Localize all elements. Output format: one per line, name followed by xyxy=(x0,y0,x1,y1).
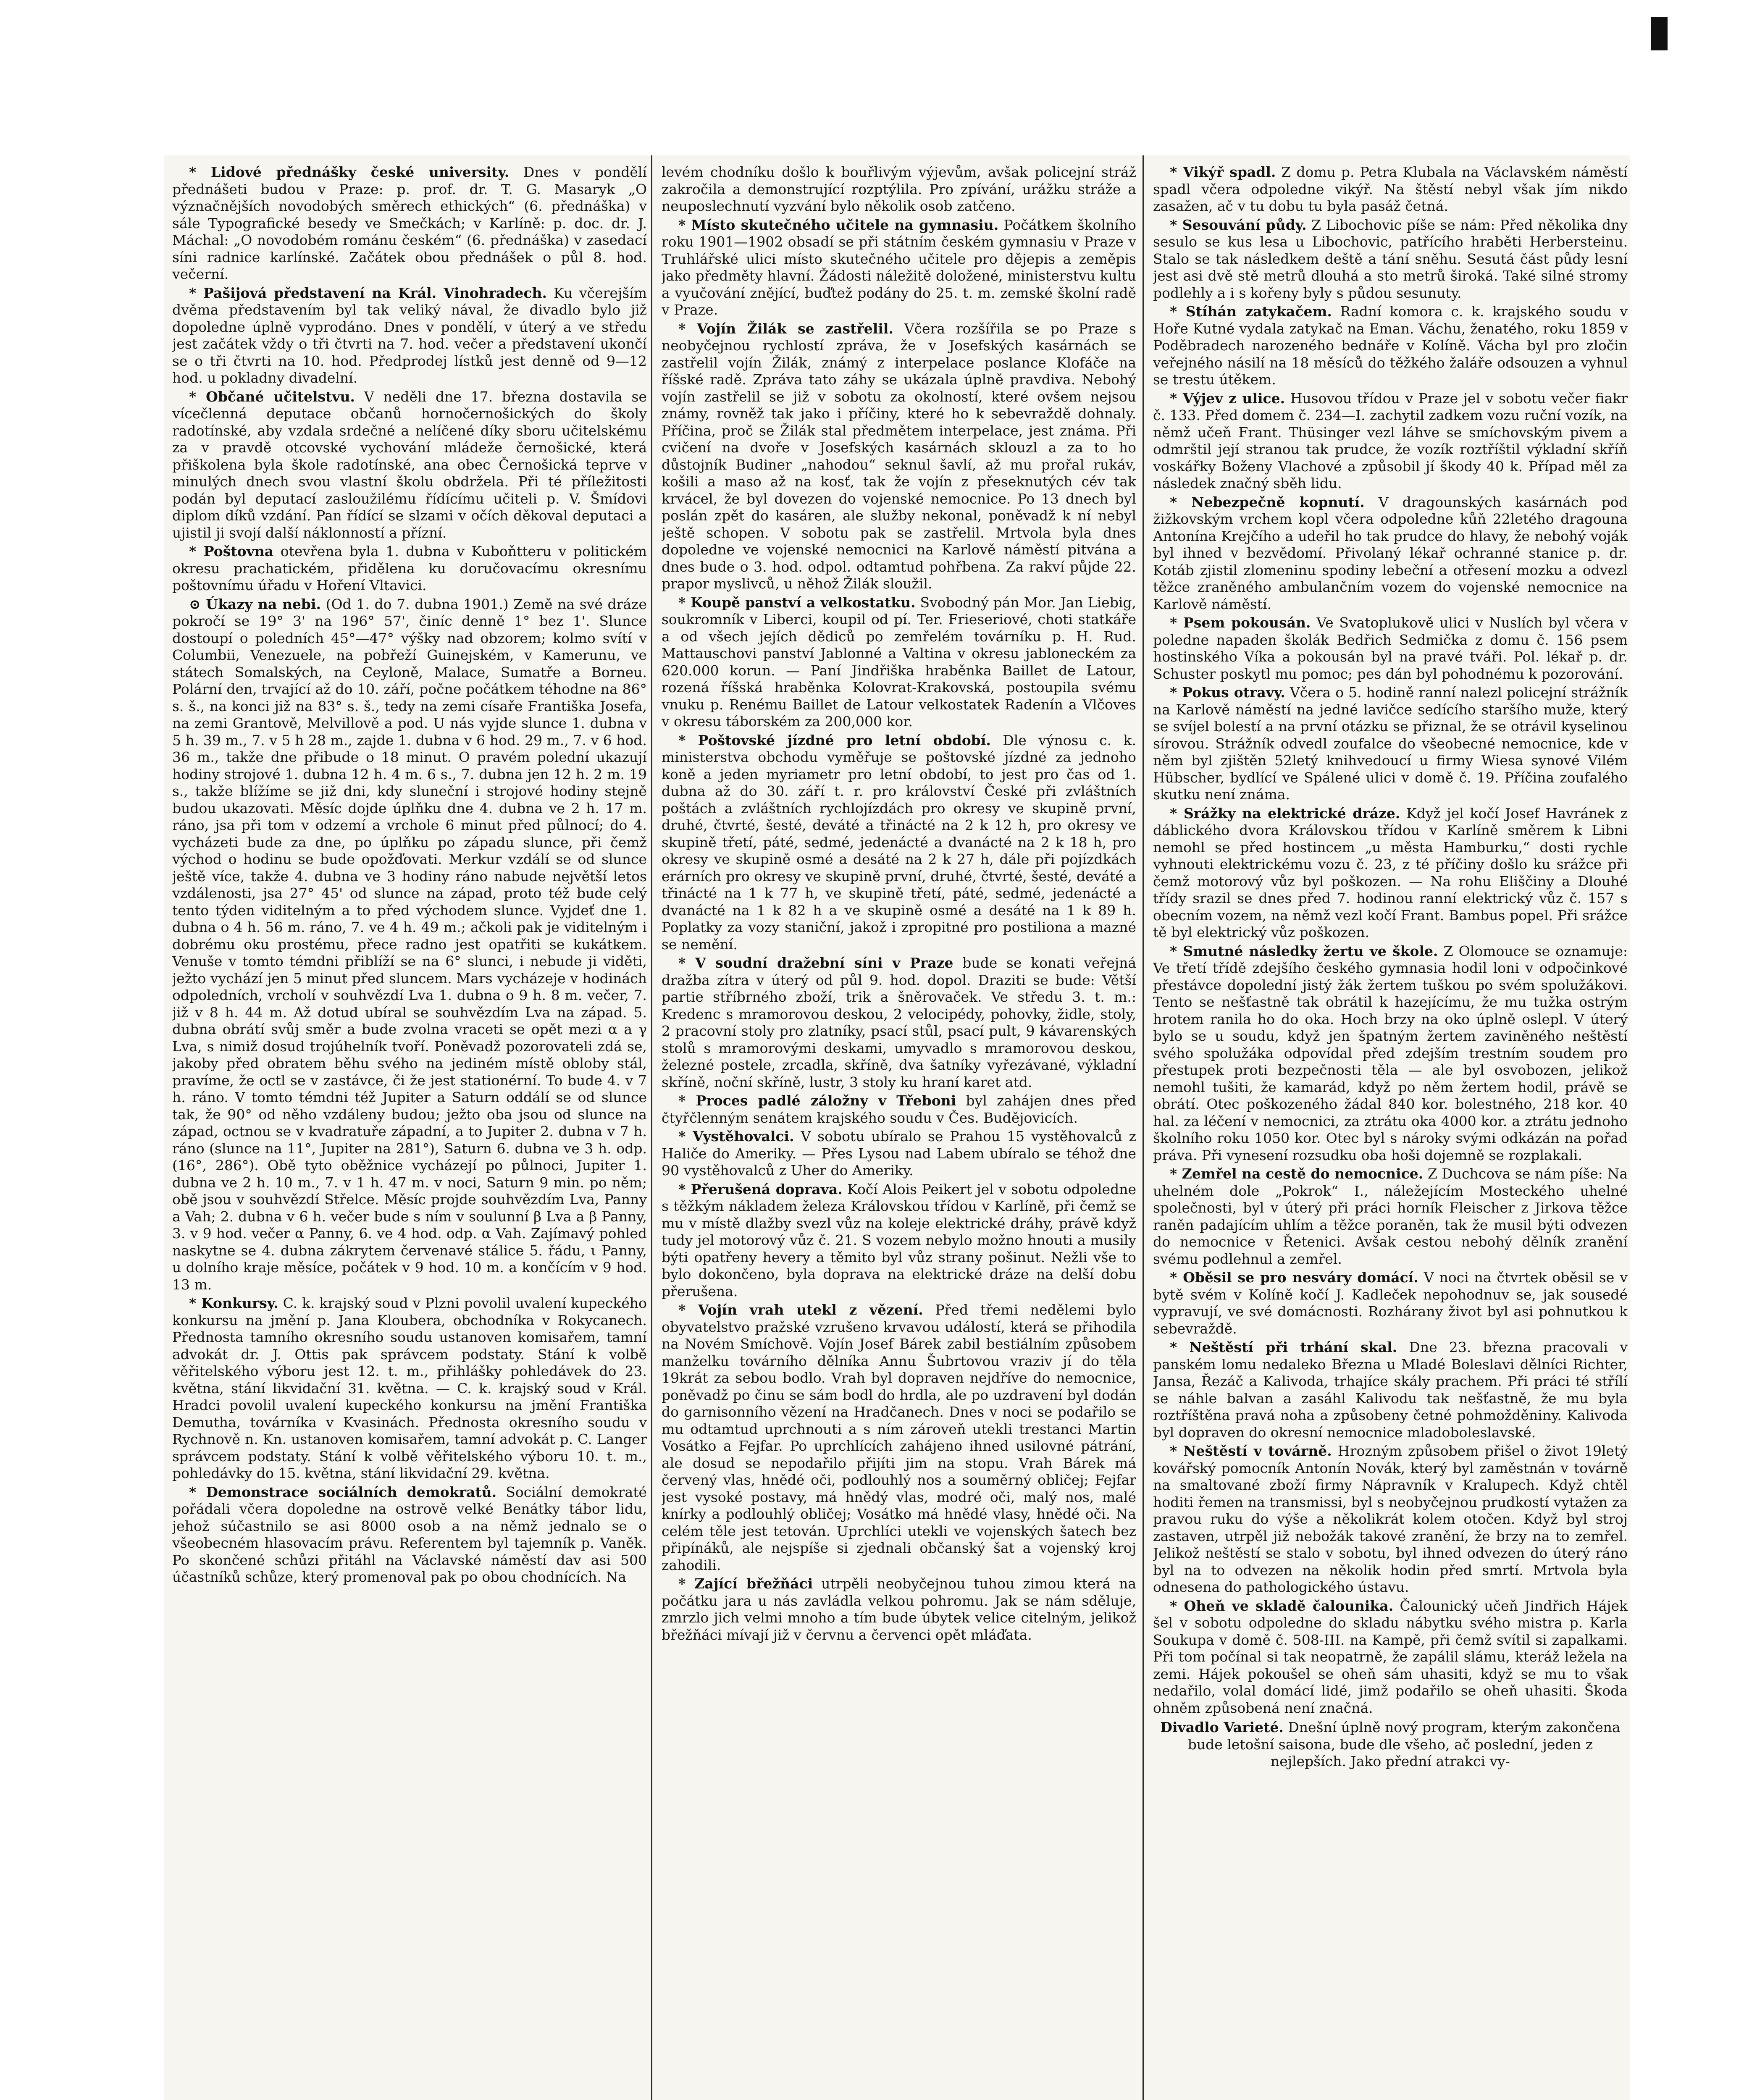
article-body: Radní komora c. k. krajského soudu v Hoře Kutné vydala zatykač na Eman. Váchu, ženatého, roku 1859 v Poděbradech narozeného bednáře v Kolíně. Vácha byl pro zločin veřejného násilí na 18 měsíců do těžkého žaláře odsouzen a vyhnul se trestu útěkem. xyxy=(1153,303,1628,388)
article-right-14 xyxy=(1153,1719,1628,1770)
article-left-5 xyxy=(172,1295,647,1482)
article-heading: * Stíhán zatykačem. xyxy=(1170,303,1332,320)
article-heading: * Poštovna xyxy=(189,543,274,559)
article-heading: * Poštovské jízdné pro letní období. xyxy=(678,732,991,748)
newspaper-page xyxy=(164,155,1630,2100)
article-heading: * Vojín Žilák se zastřelil. xyxy=(678,320,893,337)
article-body: C. k. krajský soud v Plzni povolil uvalení kupeckého konkursu na jmění p. Jana Kloubera, obchodníka v Rokycanech. Přednosta tamního okresního soudu ustanoven komisařem, tamní advokát dr. J. Ottis pak správcem podstaty. Stání k volbě věřitelského výboru jest 12. t. m., přihlášky pohledávek do 23. května, stání likvidační 31. května. — C. k. krajský soud v Král. Hradci povolil uvalení kupeckého konkursu na jmění Františka Demutha, továrníka v Kvasinách. Přednosta okresního soudu v Rychnově n. Kn. ustanoven komisařem, tamní advokát p. C. Langer správcem podstaty. Stání k volbě věřitelského výboru 10. t. m., pohledávky do 15. května, stání likvidační 29. května. xyxy=(172,1295,647,1481)
article-heading: * Demonstrace sociálních demokratů. xyxy=(189,1483,497,1500)
article-middle-7 xyxy=(662,1128,1136,1179)
article-middle-8 xyxy=(662,1181,1136,1300)
article-right-8 xyxy=(1153,943,1628,1164)
article-body: Sociální demokraté pořádali včera dopoledne na ostrově velké Benátky tábor lidu, jehož súčastnilo se asi 8000 osob a na němž jednalo se o všeobecném hlasovacím právu. Referentem byl tajemník p. Vaněk. Po skončené schůzi přitáhl na Václavské náměstí dav asi 500 účastníků schůze, který promenoval pak po obou chodnících. Na xyxy=(172,1483,647,1585)
article-body: otevřena byla 1. dubna v Kuboňtteru v politickém okresu prachatickém, přidělena ku doručovacímu okresnímu poštovnímu úřadu v Hoření Vltavici. xyxy=(172,543,647,593)
article-body: byl zahájen dnes před čtyřčlenným senátem krajského soudu v Čes. Budějovicích. xyxy=(662,1092,1136,1126)
article-right-5 xyxy=(1153,614,1628,682)
article-right-13 xyxy=(1153,1598,1628,1717)
article-middle-3 xyxy=(662,594,1136,730)
article-body: V noci na čtvrtek oběsil se v bytě svém v Kolíně kočí J. Kadleček nepohodnuv se, jak sousedé vypravují, ve své domácnosti. Rozhárany život byl asi pohnutkou k sebevraždě. xyxy=(1153,1269,1628,1337)
article-body: Hrozným způsobem přišel o život 19letý kovářský pomocník Antonín Novák, který byl zaměstnán v továrně na smaltované zboží firmy Nápravník v Kralupech. Když chtěl hoditi řemen na transmissi, byl s neobyčejnou prudkostí vytažen za pravou ruku do výše a několikrát kolem otočen. Když byl stroj zastaven, utrpěl již nebožák takové zranění, že brzy na to zemřel. Jelikož neštěstí se stalo v sobotu, byl ihned odvezen do úterý ráno byl na to odvezen na několik hodin před smrtí. Mrtvola byla odnesena do pathologického ústavu. xyxy=(1153,1443,1628,1595)
article-heading: * Místo skutečného učitele na gymnasiu. xyxy=(678,216,999,233)
article-body: Počátkem školního roku 1901—1902 obsadí se při státním českém gymnasiu v Praze v Truhlářské ulici místo skutečného učitele pro dějepis a zeměpis jako předměty hlavní. Žádosti náležitě doložené, ministerstvu kultu a vyučování znějící, buďtež podány do 25. t. m. zemské školní radě v Praze. xyxy=(662,216,1136,318)
article-right-2 xyxy=(1153,303,1628,388)
article-heading: * Sesouvání půdy. xyxy=(1170,216,1307,233)
article-right-10 xyxy=(1153,1269,1628,1337)
article-middle-6 xyxy=(662,1092,1136,1126)
article-body: Včera rozšířila se po Praze s neobyčejnou rychlostí zpráva, že v Josefských kasárnách se zastřelil vojín Žilák, známý z interpelace poslance Klofáče na říšské radě. Zpráva tato záhy se ukázala úplně pravdiva. Nebohý vojín zastřelil se již v sobotu za okolností, které ovšem nejsou známy, rovněž tak jako i příčiny, které ho k sebevraždě dohnaly. Příčina, proč se Žilák stal předmětem interpelace, jest známa. Při cvičení na dvoře v Josefských kasárnách sklouzl a za to ho důstojník Budiner „nahodou“ seknul šavlí, až mu prořal rukáv, košili a maso až na kosť, tak že vojín z přeseknutých cév tak krvácel, že byl dovezen do vojenské nemocnice. Po 13 dnech byl poslán zpět do kasáren, ale služby nekonal, poněvadž k ní nebyl ještě schopen. V sobotu pak se zastřelil. Mrtvola byla dnes dopoledne ve vojenské nemocnici na Karlově náměstí pitvána a dnes bude o 3. hod. odpol. odtamtud pohřbena. Za rakví půjde 22. prapor myslivců, u něhož Žilák sloužil. xyxy=(662,320,1136,592)
article-middle-9 xyxy=(662,1302,1136,1574)
article-body: Když jel kočí Josef Havránek z dáblického dvora Královskou třídou v Karlíně směrem k Libni nemohl se před hostincem „u města Hamburku,“ dosti rychle vyhnouti elektrickému vozu č. 23, z té příčiny došlo ku srážce při čemž motorový vůz byl poškozen. — Na rohu Eliščiny a Dlouhé třídy srazil se dnes před 7. hodinou ranní elektrický vůz č. 157 s obecním vozem, na němž vezl kočí Frant. Bambus popel. Při srážce tě byl elektrický vůz poškozen. xyxy=(1153,805,1628,940)
article-heading: * Vojín vrah utekl z vězení. xyxy=(678,1302,923,1318)
article-middle-0 xyxy=(662,164,1136,215)
article-heading: ⊙ Úkazy na nebi. xyxy=(189,596,321,612)
article-middle-2 xyxy=(662,320,1136,593)
article-body: V neděli dne 17. března dostavila se vícečlenná deputace občanů hornočernošických do školy radotínské, aby vzdala srdečné a nelíčené díky sboru učitelskému za v pravdě otcovské vychování mládeže černošické, která přiškolena byla škole radotínské, ana obec Černošická teprve v minulých dnech svou vlastní školu obdržela. Při té příležitosti podán byl deputací zasloužilému řídícímu učiteli p. V. Šmídovi diplom díků vzdání. Pan řídící se slzami v očích děkoval deputaci a ujistil ji svojí další náklonností a přízní. xyxy=(172,388,647,541)
article-body: Před třemi nedělemi bylo obyvatelstvo pražské vzrušeno krvavou událostí, která se přihodila na Novém Smíchově. Vojín Josef Bárek zabil bestiálním způsobem manželku továrního dělníka Annu Šubrtovou vraziv jí do těla 19krát za sebou bodlo. Vrah byl dopraven nejdříve do nemocnice, poněvadž po činu se sám bodl do hrdla, ale po uzdravení byl dodán do garnisonního vězení na Hradčanech. Dnes v noci se podařilo se mu odtamtud uprchnouti a s ním zároveň utekli trestanci Martin Vosátko a Fejfar. Po uprchlících zahájeno ihned usilovné pátrání, ale dosud se nepodařilo přijíti jim na stopu. Vrah Bárek má červený vlas, hnědé oči, podlouhlý nos a souměrný obličej; Fejfar jest vysoké postavy, má hnědý vlas, modré oči, malý nos, malé knírky a podlouhlý obličej; Vosátko má hnědé vlasy, hnědé oči. Na celém těle jest tetován. Uprchlíci utekli ve vojenských šatech bez připínáků, ale nejspíše si zjednali občanský šat a vojenský kroj zahodili. xyxy=(662,1302,1136,1573)
article-middle-5 xyxy=(662,955,1136,1091)
column-rule-left xyxy=(651,155,652,2100)
article-right-3 xyxy=(1153,390,1628,492)
article-body: V sobotu ubíralo se Prahou 15 vystěhovalců z Haliče do Ameriky. — Přes Lysou nad Labem ubíralo se téhož dne 90 vystěhovalců z Uher do Ameriky. xyxy=(662,1128,1136,1179)
article-middle-1 xyxy=(662,217,1136,319)
article-heading: Divadlo Varieté. xyxy=(1160,1719,1284,1735)
article-heading: * Srážky na elektrické dráze. xyxy=(1170,805,1400,822)
article-left-4 xyxy=(172,596,647,1294)
article-left-2 xyxy=(172,388,647,542)
article-left-1 xyxy=(172,285,647,387)
article-body: utrpěli neobyčejnou tuhou zimou která na počátku jara u nás zavládla velkou pohromu. Jak se nám sděluje, zmrzlo jich velmi mnoho a tím bude úbytek velice citelným, jelikož břežňáci mívají již v červnu a červenci opět mláďata. xyxy=(662,1575,1136,1643)
article-heading: * Přerušená doprava. xyxy=(678,1181,843,1197)
article-right-0 xyxy=(1153,164,1628,215)
article-heading: * Zemřel na cestě do nemocnice. xyxy=(1170,1166,1424,1182)
article-middle-4 xyxy=(662,732,1136,953)
article-body: Dnes v pondělí přednášeti budou v Praze: p. prof. dr. T. G. Masaryk „O význačnějších novodobých směrech ethických“ (6. přednáška) v sále Typografické besedy ve Smečkách; v Karlíně: p. doc. dr. J. Máchal: „O novodobém románu českém“ (6. přednáška) v zasedací síni radnice karlínské. Začátek obou přednášek o půl 8. hod. večerní. xyxy=(172,164,647,282)
article-body: Včera o 5. hodině ranní nalezl policejní strážník na Karlově náměstí na jedné lavičce sedícího staršího muže, který se svíjel bolestí a na první otázku se přiznal, že se otrávil kyselinou sírovou. Strážník odvedl zoufalce do všeobecné nemocnice, kde v něm byl zjištěn 52letý knihvedoucí u firmy Wiesa synové Vilém Hübscher, bydlící ve Spálené ulici v domě č. 19. Příčina zoufalého skutku není známa. xyxy=(1153,684,1628,803)
article-body: V dragounských kasárnách pod žižkovským vrchem kopl včera odpoledne kůň 22letého dragouna Antonína Krejčího a udeřil ho tak prudce do hlavy, že nebohý voják byl ihned v bezvědomí. Přivolaný lékař ochranné stanice p. dr. Kotáb zjistil zlomeninu spodiny lebeční a otřesení mozku a odvezl těžce zraněného ambulančním vozem do vojenské nemocnice na Karlově náměstí. xyxy=(1153,494,1628,612)
article-body: Svobodný pán Mor. Jan Liebig, soukromník v Liberci, koupil od pí. Ter. Frieseriové, choti statkáře a od všech jejích dědiců po zemřelém továrníku p. H. Rud. Mattauschovi panství Jablonné a Valtina v okresu jabloneckém za 620.000 korun. — Paní Jindřiška hraběnka Baillet de Latour, rozená říšská hraběnka Kolovrat-Krakovská, postoupila svému vnuku p. Renému Baillet de Latour velkostatek Radenín a Vlčoves v okresu táborském za 200,000 kor. xyxy=(662,594,1136,730)
column-rule-right xyxy=(1143,155,1144,2100)
column-left xyxy=(172,164,647,2100)
article-middle-10 xyxy=(662,1575,1136,1643)
article-body: Dnešní úplně nový program, kterým zakončena bude letošní saisona, bude dle všeho, ač poslední, jeden z nejlepších. Jako přední atrakci vy- xyxy=(1187,1719,1621,1769)
article-heading: * Vystěhovalci. xyxy=(678,1128,794,1144)
article-right-9 xyxy=(1153,1166,1628,1268)
article-heading: * Neštěstí v továrně. xyxy=(1170,1443,1332,1459)
article-body: Dne 23. března pracovali v panském lomu nedaleko Března u Mladé Boleslavi dělníci Richter, Jansa, Řezáč a Kalivoda, trhajíce skály prachem. Při práci té střílí se náhle balvan a zasáhl Kalivodu tak nešťastně, že mu byla roztříštěna pravá noha a způsobeny četné pohmožděniny. Kalivoda byl dopraven do okresní nemocnice mladoboleslavské. xyxy=(1153,1339,1628,1441)
article-body: Z Olomouce se oznamuje: Ve třetí třídě zdejšího českého gymnasia hodil loni v odpočinkové přestávce dopolední jistý žák žertem tuškou po svém spolužákovi. Tento se nešťastně tak obrátil k hazejícímu, že mu tužka ostrým hrotem ranila ho do oka. Hoch brzy na oko úplně oslepl. V úterý bylo se u soudu, když jen špatným žertem zaviněného neštěstí svého spolužáka odpovídal před zdejším trestním soudem pro přestupek proti bezpečnosti těla — ale byl osvobozen, jelikož nemohl tušiti, že kamarád, když po něm žertem hodil, právě se obrátí. Otec poškozeného žádal 840 kor. bolestného, 218 kor. 40 hal. za léčení v nemocnici, za ztrátu oka 4000 kor. a ztrátu jednoho školního roku 1050 kor. Otec byl s nároky svými odkázán na pořad práva. Při vynesení rozsudku oba hoši dojemně se rozplakali. xyxy=(1153,942,1628,1163)
article-right-6 xyxy=(1153,684,1628,803)
article-body: Ku včerejším dvěma představením byl tak veliký nával, že divadlo bylo již dopoledne úplně vyprodáno. Dnes v pondělí, v úterý a ve středu jest začátek vždy o tři čtvrti na 7. hod. večer a představení ukončí se o tři čtvrti na 10. hod. Předprodej lístků jest denně od 9—12 hod. u pokladny divadelní. xyxy=(172,284,647,386)
article-heading: * Vikýř spadl. xyxy=(1170,164,1276,180)
article-heading: * Nebezpečně kopnutí. xyxy=(1170,494,1365,510)
article-heading: * Oheň ve skladě čalounika. xyxy=(1170,1597,1394,1614)
article-heading: * Proces padlé záložny v Třeboni xyxy=(678,1092,956,1109)
article-body: Z Libochovic píše se nám: Před několika dny sesulo se kus lesa u Libochovic, patřícího hraběti Herbersteinu. Stalo se tak následkem deště a tání sněhu. Sesutá část půdy lesní jest asi dvě stě metrů dlouhá a sto metrů široká. Také silné stromy podlehly a i s kořeny byly s půdou sesunuty. xyxy=(1153,216,1628,301)
article-heading: * Lidové přednášky české university. xyxy=(189,164,510,180)
article-heading: * V soudní dražební síni v Praze xyxy=(678,955,953,971)
column-middle xyxy=(662,164,1136,2100)
article-left-3 xyxy=(172,543,647,594)
scan-edge-mark xyxy=(1651,17,1668,50)
article-left-6 xyxy=(172,1484,647,1586)
article-heading: * Pašijová představení na Král. Vinohradech. xyxy=(189,284,547,301)
article-body: bude se konati veřejná dražba zítra v úterý od půl 9. hod. dopol. Draziti se bude: Větší partie stříbrného zboží, trik a šněrovaček. Ve středu 3. t. m.: Kredenc s mramorovou deskou, 2 velocipédy, pohovky, židle, stoly, 2 pracovní stoly pro zlatníky, psací stůl, psací pult, 9 kávarenských stolů s mramorovými deskami, umyvadlo s mramorovou deskou, železné postele, zrcadla, skříně, dva šatníky vyřezávané, výkladní skříně, noční skříně, lustr, 3 stoly ku hraní karet atd. xyxy=(662,955,1136,1090)
article-body: Ve Svatoplukově ulici v Nuslích byl včera v poledne napaden školák Bedřich Sedmička z domu č. 156 psem hostinského Víka a pokousán byl na pravé tváři. Pol. lékař p. dr. Schuster poskytl mu pomoc; pes dán byl pohodnému k pozorování. xyxy=(1153,614,1628,682)
article-heading: * Výjev z ulice. xyxy=(1170,390,1285,407)
article-heading: * Psem pokousán. xyxy=(1170,614,1311,631)
article-body: Kočí Alois Peikert jel v sobotu odpoledne s těžkým nákladem železa Královskou třídou v Karlíně, při čemž se mu v místě dlažby svezl vůz na koleje elektrické dráhy, právě když tudy jel motorový vůz č. 21. S vozem nebylo možno hnouti a musily býti opatřeny hevery a těmito byl vůz strany pošinut. Nežli vše to bylo dokončeno, byla doprava na elektrické dráze na delší dobu přerušena. xyxy=(662,1181,1136,1299)
article-right-11 xyxy=(1153,1339,1628,1441)
article-heading: * Neštěstí při trhání skal. xyxy=(1170,1339,1397,1355)
article-right-4 xyxy=(1153,494,1628,613)
article-heading: * Smutné následky žertu ve škole. xyxy=(1170,942,1438,959)
article-body: Z domu p. Petra Klubala na Václavském náměstí spadl včera odpoledne vikýř. Na štěstí nebyl však jím nikdo zasažen, ač v tu dobu tu byla pasáž četná. xyxy=(1153,164,1628,214)
article-heading: * Občané učitelstvu. xyxy=(189,388,355,405)
article-right-7 xyxy=(1153,805,1628,941)
article-body: (Od 1. do 7. dubna 1901.) Země na své dráze pokročí se 19° 3' na 196° 57', činíc denně 1° bez 1'. Slunce dostoupí o poledních 45°—47° výšky nad obzorem; kolmo svítí v Columbii, Venezuele, na pobřeží Guinejském, v Kamerunu, ve státech Somalských, na Ceyloně, Malace, Sumatře a Borneu. Polární den, trvající až do 10. září, počne počátkem téhodne na 86° s. š., na konci již na 83° s. š., tedy na zemi císaře Františka Josefa, na zemi Grantově, Melvillově a pod. U nás vyjde slunce 1. dubna v 5 h. 39 m., 7. v 5 h 28 m., zajde 1. dubna v 6 hod. 29 m., 7. v 6 hod. 36 m., takže dne přibude o 18 minut. O pravém polední ukazují hodiny strojové 1. dubna 12 h. 4 m. 6 s., 7. dubna jen 12 h. 2 m. 19 s., takže blížíme se již dni, kdy sluneční i strojové hodiny stejně budou ukazovati. Měsíc dojde úplňku dne 4. dubna ve 2 h. 17 m. ráno, jsa při tom v odzemí a vrchole 6 minut před půlnocí; do 4. vycházeti bude za dne, po úplňku po západu slunce, při čemž východ o hodinu se bude opožďovati. Merkur vzdálí se od slunce ještě více, takže 4. dubna ve 3 hodiny ráno nabude největší letos vzdálenosti, jsa 27° 45' od slunce na západ, proto též bude celý tento týden viditelným a to před východem slunce. Vyjdeť dne 1. dubna o 4 h. 56 m. ráno, 7. ve 4 h. 49 m.; ačkoli pak je viditelným i dobrému oku prostému, přece radno jest opatřiti se kukátkem. Venuše v tomto témdni přiblíží se na 6° slunci, i nebude ji viděti, ježto vychází jen 5 minut před sluncem. Mars vycházeje v hodinách odpoledních, vrcholí v souhvězdí Lva 1. dubna o 9 h. 8 m. večer, 7. již v 8 h. 44 m. Až dotud ubíral se souhvězdím Lva na západ. 5. dubna obrátí svůj směr a bude zvolna vraceti se opět mezi α a γ Lva, s nimiž dosud trojúhelník tvoří. Poněvadž pozorovateli zdá se, jakoby před obratem běhu svého na jediném místě obloby stál, pravíme, že octl se v zastávce, či že jest stationérní. To bude 4. v 7 h. ráno. V tomto témdni též Jupiter a Saturn oddálí se od slunce tak, že 90° od něho vzdáleny budou; ježto oba jsou od slunce na západ, octnou se v kvadratuře západní, a to Jupiter 2. dubna v 7 h. ráno (slunce na 11°, Jupiter na 281°), Saturn 6. dubna ve 3 h. odp. (16°, 286°). Obě tyto oběžnice vycházejí po půlnoci, Jupiter 1. dubna ve 2 h. 10 m., 7. v 1 h. 47 m. v noci, Saturn 9 min. po něm; obě jsou v souhvězdí Střelce. Měsíc projde souhvězdím Lva, Panny a Vah; 2. dubna v 6 h. večer bude s ním v soulunní β Lva a β Panny, 3. v 9 hod. večer α Panny, 6. ve 4 hod. odp. α Vah. Zajímavý pohled naskytne se 4. dubna zákrytem červenavé stálice 5. řádu, ι Panny, u dolního kraje měsíce, počátek v 9 hod. 10 m. a končícím v 9 hod. 13 m. xyxy=(172,596,647,1293)
article-body: Husovou třídou v Praze jel v sobotu večer fiakr č. 133. Před domem č. 234—I. zachytil zadkem vozu ruční vozík, na němž učeň Frant. Thüsinger vezl láhve se smíchovským pivem a odmrštil její stranou tak prudce, že vozík roztříštil výkladní skříň voskářky Boženy Vlachové a způsobil jí škody 40 k. Případ měl za následek značný sběh lidu. xyxy=(1153,390,1628,491)
article-body: Čalounický učeň Jindřich Hájek šel v sobotu odpoledne do skladu nábytku svého mistra p. Karla Soukupa v domě č. 508-III. na Kampě, při čemž svítil si zapalkami. Při tom počínal si tak neopatrně, že zapálil slámu, kteráž ležela na zemi. Hájek pokoušel se oheň sám uhasiti, když se mu to však nedařilo, volal domácí lidé, jimž podařilo se oheň uhasiti. Škoda ohněm způsobená není značná. xyxy=(1153,1597,1628,1716)
article-body: levém chodníku došlo k bouřlivým výjevům, avšak policejní stráž zakročila a demonstrující rozptýlila. Pro zpívání, urážku stráže a neuposlechnutí vyzvání bylo několik osob zatčeno. xyxy=(662,164,1136,214)
article-heading: * Oběsil se pro nesváry domácí. xyxy=(1170,1269,1418,1286)
article-heading: * Pokus otravy. xyxy=(1170,684,1285,701)
column-right xyxy=(1153,164,1628,2100)
article-right-12 xyxy=(1153,1443,1628,1596)
article-heading: * Zající břežňáci xyxy=(678,1575,813,1592)
article-body: Dle výnosu c. k. ministerstva obchodu vyměřuje se poštovské jízdné za jednoho koně a jeden myriametr pro letní období, to jest pro čas od 1. dubna až do 30. září t. r. pro království České při zvláštních poštách a zvláštních rychlojízdách pro okresy ve skupině první, druhé, čtvrté, šesté, deváté a třinácté na 2 k 12 h, pro okresy ve skupině třetí, páté, sedmé, jedenácté a dvanácté na 2 k 18 h, pro okresy ve skupině osmé a desáté na 2 k 27 h, dále při pojízdkách erárních pro okresy ve skupině první, druhé, čtvrté, šesté, deváté a třinácté na 1 k 77 h, ve skupině třetí, páté, sedmé, jedenácté a dvanácté na 1 k 82 h a ve skupině osmé a desáté na 1 k 89 h. Poplatky za vozy staniční, jakož i zpropitné pro postiliona a mazné se nemění. xyxy=(662,732,1136,953)
article-heading: * Koupě panství a velkostatku. xyxy=(678,594,916,611)
article-body: Z Duchcova se nám píše: Na uhelném dole „Pokrok“ I., náležejícím Mosteckého uhelné společnosti, byl v úterý při práci horník Fleischer z Jirkova těžce raněn padajícím uhlím a těžce poraněn, tak že musil býti odvezen do nemocnice v Řetenici. Avšak cestou nebohý dělník zranění svému podlehnul a zemřel. xyxy=(1153,1166,1628,1267)
article-left-0 xyxy=(172,164,647,283)
article-heading: * Konkursy. xyxy=(189,1295,278,1311)
article-right-1 xyxy=(1153,217,1628,302)
